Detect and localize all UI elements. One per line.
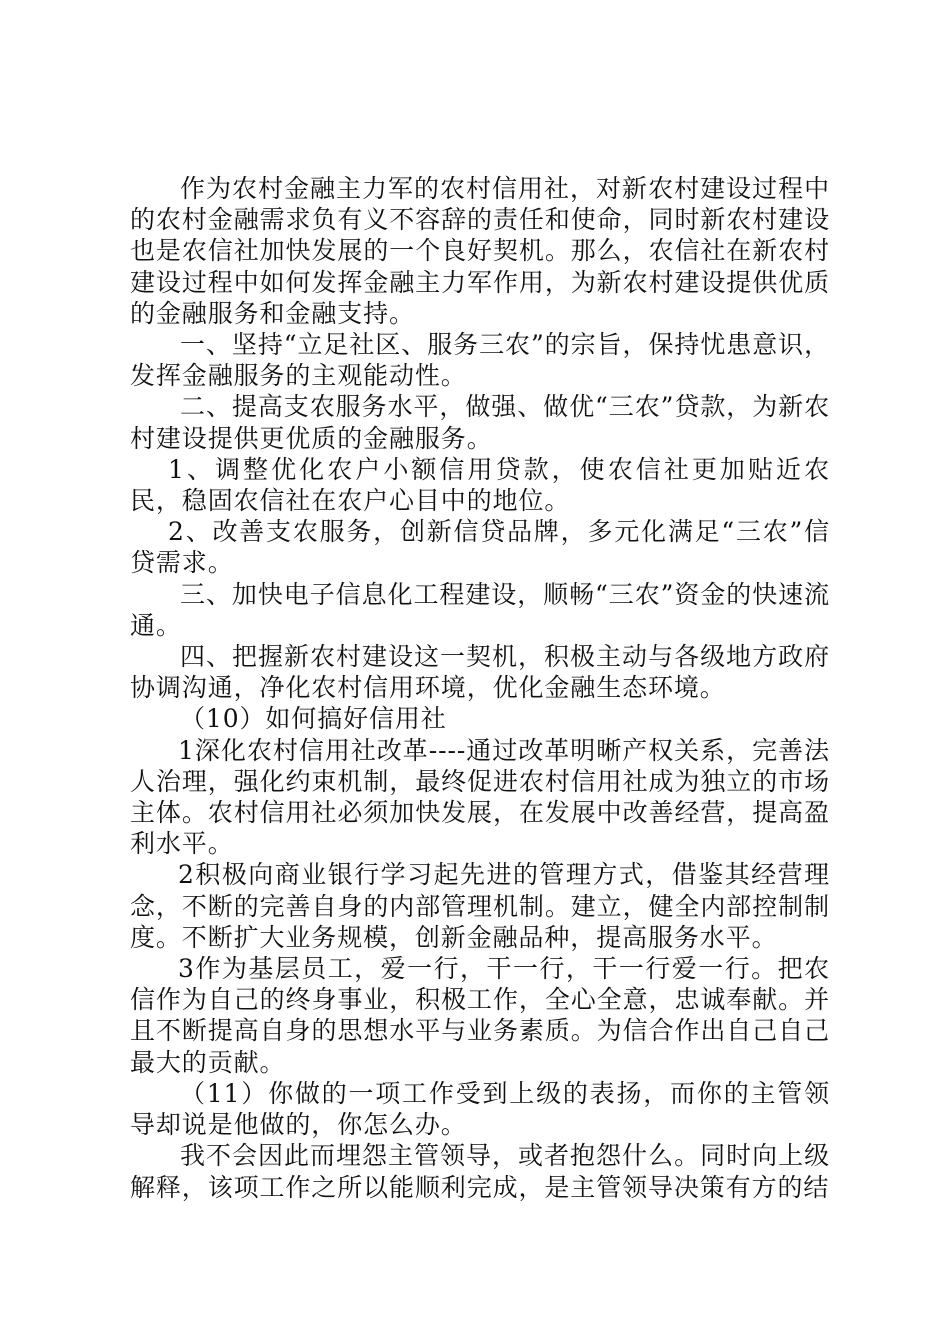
document-body bbox=[130, 173, 830, 1203]
paragraph-intro: 作为农村金融主力军的农村信用社，对新农村建设过程中的农村金融需求负有义不容辞的责任和使命，同时新农村建设也是农信社加快发展的一个良好契机。那么，农信社在新农村建设过程中如何发挥金融主力军作用，为新农村建设提供优质的金融服务和金融支持。 bbox=[130, 174, 830, 328]
paragraph-subpoint-1: 1、调整优化农户小额信用贷款，使农信社更加贴近农民，稳固农信社在农户心目中的地位。 bbox=[130, 454, 830, 516]
question-10-heading: （10）如何搞好信用社 bbox=[180, 704, 447, 734]
answer-10-item-2: 2积极向商业银行学习起先进的管理方式，借鉴其经营理念，不断的完善自身的内部管理机制。建立，健全内部控制制度。不断扩大业务规模，创新金融品种，提高服务水平。 bbox=[130, 860, 830, 952]
paragraph-point-one: 一、坚持“立足社区、服务三农”的宗旨，保持忧患意识，发挥金融服务的主观能动性。 bbox=[130, 330, 830, 391]
answer-11-paragraph: 我不会因此而埋怨主管领导，或者抱怨什么。同时向上级解释，该项工作之所以能顺利完成，是主管领导决策有方的结 bbox=[130, 1141, 830, 1202]
answer-10-item-1: 1深化农村信用社改革----通过改革明晰产权关系，完善法人治理，强化约束机制，最终促进农村信用社成为独立的市场主体。农村信用社必须加快发展，在发展中改善经营，提高盈利水平。 bbox=[130, 735, 830, 859]
paragraph-point-four: 四、把握新农村建设这一契机，积极主动与各级地方政府协调沟通，净化农村信用环境，优化金融生态环境。 bbox=[130, 642, 830, 703]
paragraph-point-two: 二、提高支农服务水平，做强、做优“三农”贷款，为新农村建设提供更优质的金融服务。 bbox=[130, 392, 830, 453]
question-11-heading: （11）你做的一项工作受到上级的表扬，而你的主管领导却说是他做的，你怎么办。 bbox=[130, 1078, 830, 1140]
paragraph-point-three: 三、加快电子信息化工程建设，顺畅“三农”资金的快速流通。 bbox=[130, 579, 830, 640]
answer-10-item-3: 3作为基层员工，爱一行，干一行，干一行爱一行。把农信作为自己的终身事业，积极工作，全心全意，忠诚奉献。并且不断提高自身的思想水平与业务素质。为信合作出自己自己最大的贡献。 bbox=[130, 954, 830, 1077]
paragraph-subpoint-2: 2、改善支农服务，创新信贷品牌，多元化满足“三农”信贷需求。 bbox=[130, 517, 830, 578]
